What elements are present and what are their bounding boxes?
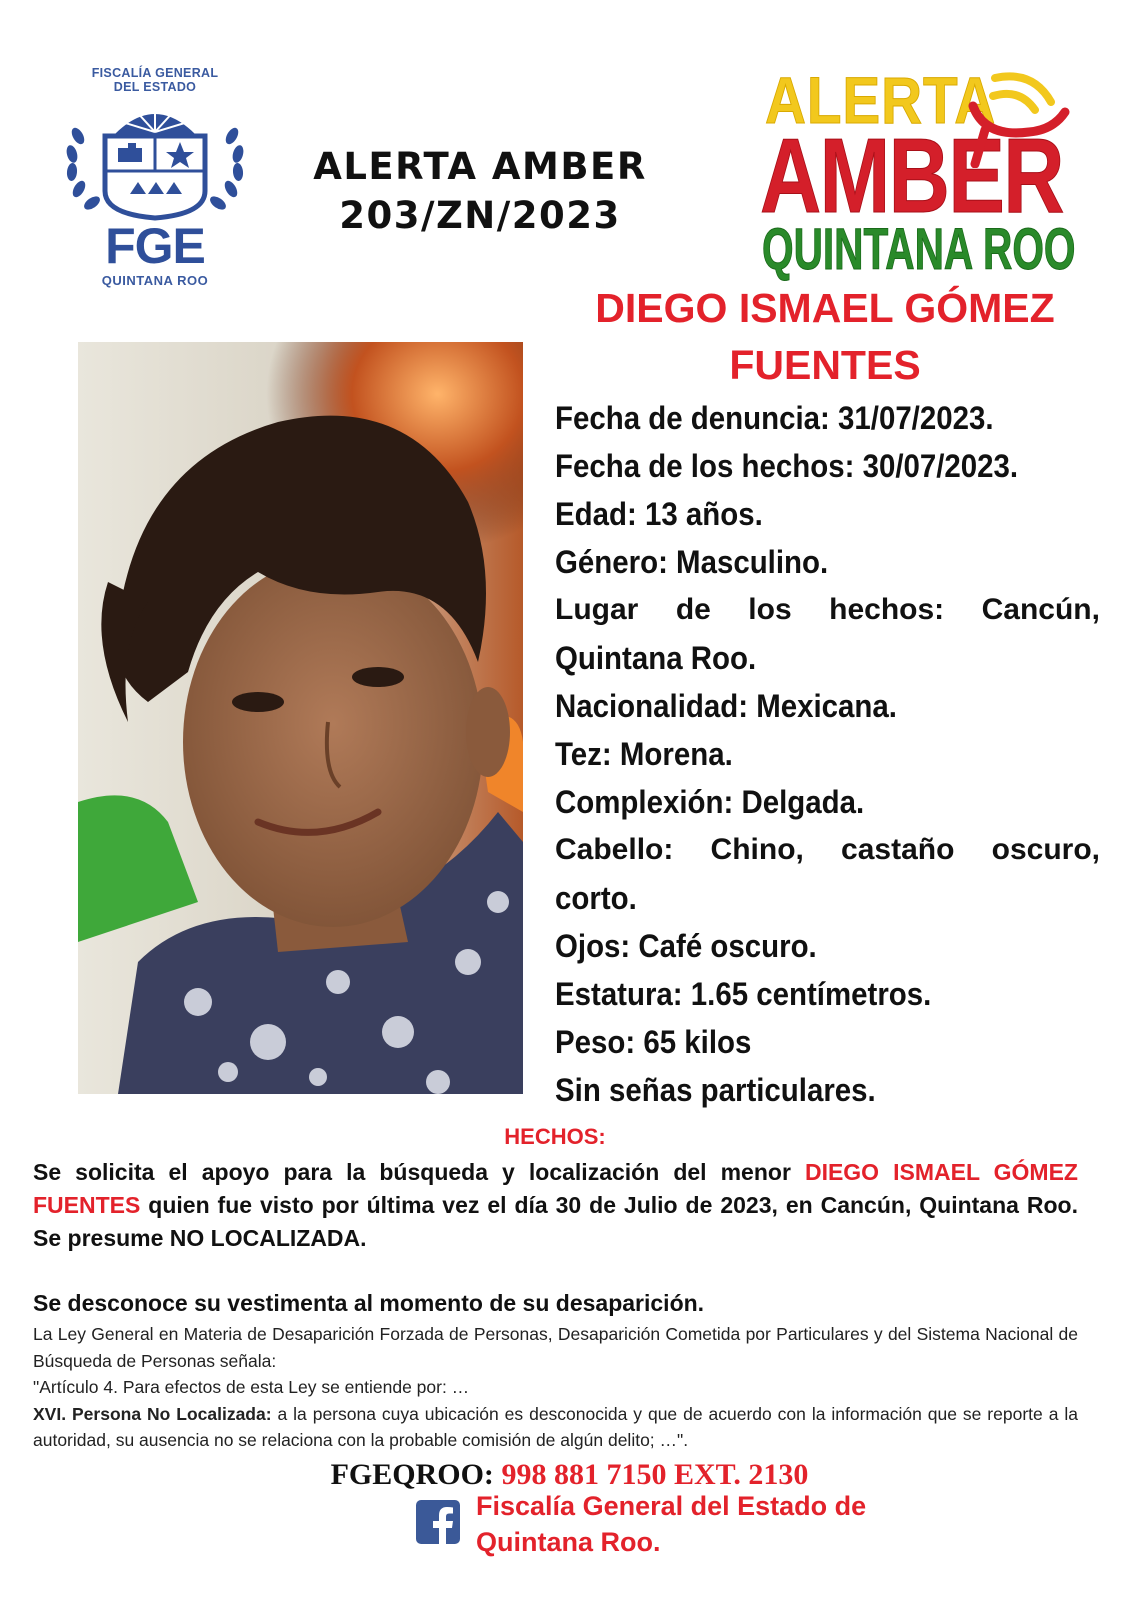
amber-logo-line3: QUINTANA ROO (762, 217, 1076, 282)
facebook-label-line1: Fiscalía General del Estado de (476, 1491, 867, 1521)
alert-code: 203/ZN/2023 (339, 194, 621, 237)
legal-paragraph-3 (33, 1401, 1078, 1454)
amber-signal-icon (965, 68, 1075, 168)
fge-top-text-1: FISCALÍA GENERAL (91, 66, 219, 80)
detail-word: Chino, (710, 833, 804, 866)
detail-height: Estatura: 1.65 centímetros. (555, 976, 932, 1012)
detail-nationality: Nacionalidad: Mexicana. (555, 688, 897, 724)
detail-build: Complexión: Delgada. (555, 784, 865, 820)
amber-logo-line2: AMBER (760, 117, 1063, 235)
name-line1: DIEGO ISMAEL GÓMEZ (595, 285, 1055, 331)
amber-alert-logo (760, 63, 1080, 282)
detail-word: Lugar (555, 593, 639, 626)
missing-person-name (560, 280, 1090, 394)
person-details-list (555, 394, 1100, 1114)
detail-hair-line1-text (555, 826, 1100, 874)
fge-shield-icon (60, 96, 250, 221)
facebook-page-label[interactable] (476, 1488, 866, 1560)
hechos-rest: quien fue visto por última vez el día 30 de Julio de 2023, en Cancún, Quintana Roo. Se presume NO LOCALIZADA. (33, 1192, 1078, 1251)
detail-word: de (675, 593, 711, 626)
hechos-heading: HECHOS: (504, 1124, 606, 1149)
fge-logo (60, 66, 250, 296)
contact-line (0, 1458, 1139, 1492)
detail-gender: Género: Masculino. (555, 544, 829, 580)
detail-place-line2: Quintana Roo. (555, 640, 757, 676)
legal-paragraph-1: La Ley General en Materia de Desaparición Forzada de Personas, Desaparición Cometida por Particulares y del Sistema Nacional de Búsqueda de Personas señala: (33, 1324, 1078, 1371)
detail-marks: Sin señas particulares. (555, 1072, 876, 1108)
contact-phone[interactable]: 998 881 7150 EXT. 2130 (493, 1458, 809, 1491)
detail-hair-line1 (555, 826, 1100, 874)
fge-abbreviation: FGE (105, 218, 205, 274)
detail-event-date: Fecha de los hechos: 30/07/2023. (555, 448, 1019, 484)
detail-word: Cabello: (555, 833, 674, 866)
detail-age: Edad: 13 años. (555, 496, 763, 532)
hechos-name: DIEGO ISMAEL GÓMEZ FUENTES (33, 1159, 1078, 1218)
alert-title-block (300, 142, 660, 240)
facebook-icon[interactable] (416, 1500, 460, 1544)
hechos-paragraph (33, 1156, 1078, 1255)
detail-place-line1 (555, 586, 1100, 634)
fge-bottom-text: QUINTANA ROO (101, 273, 209, 288)
detail-hair-line2: corto. (555, 880, 637, 916)
clothing-note: Se desconoce su vestimenta al momento de su desaparición. (33, 1290, 705, 1316)
legal-paragraph-2: "Artículo 4. Para efectos de esta Ley se entiende por: … (33, 1377, 470, 1397)
detail-word: Cancún, (981, 593, 1100, 626)
facebook-label-line2: Quintana Roo. (476, 1527, 661, 1557)
detail-word: oscuro, (991, 833, 1100, 866)
fge-top-text-2: DEL ESTADO (113, 80, 197, 94)
legal-definition-text: a la persona cuya ubicación es desconocida y que de acuerdo con la información que se reporte a la autoridad, su ausencia no se relaciona con la probable comisión de algún delito; …". (33, 1403, 1078, 1450)
detail-word: hechos: (829, 593, 945, 626)
hechos-intro: Se solicita el apoyo para la búsqueda y localización del menor (33, 1159, 805, 1185)
legal-definition-term: XVI. Persona No Localizada: (33, 1403, 272, 1424)
contact-label: FGEQROO: (330, 1458, 494, 1491)
legal-text (33, 1321, 1078, 1454)
amber-logo-line1: ALERTA (765, 63, 997, 137)
detail-word: los (748, 593, 792, 626)
detail-word: castaño (841, 833, 955, 866)
name-line2: FUENTES (729, 342, 921, 388)
detail-complexion-tone: Tez: Morena. (555, 736, 733, 772)
detail-weight: Peso: 65 kilos (555, 1024, 752, 1060)
detail-eyes: Ojos: Café oscuro. (555, 928, 817, 964)
missing-person-photo (78, 342, 523, 1094)
detail-report-date: Fecha de denuncia: 31/07/2023. (555, 400, 994, 436)
alert-title: ALERTA AMBER (313, 145, 647, 188)
detail-place-line1-text (555, 586, 1100, 634)
